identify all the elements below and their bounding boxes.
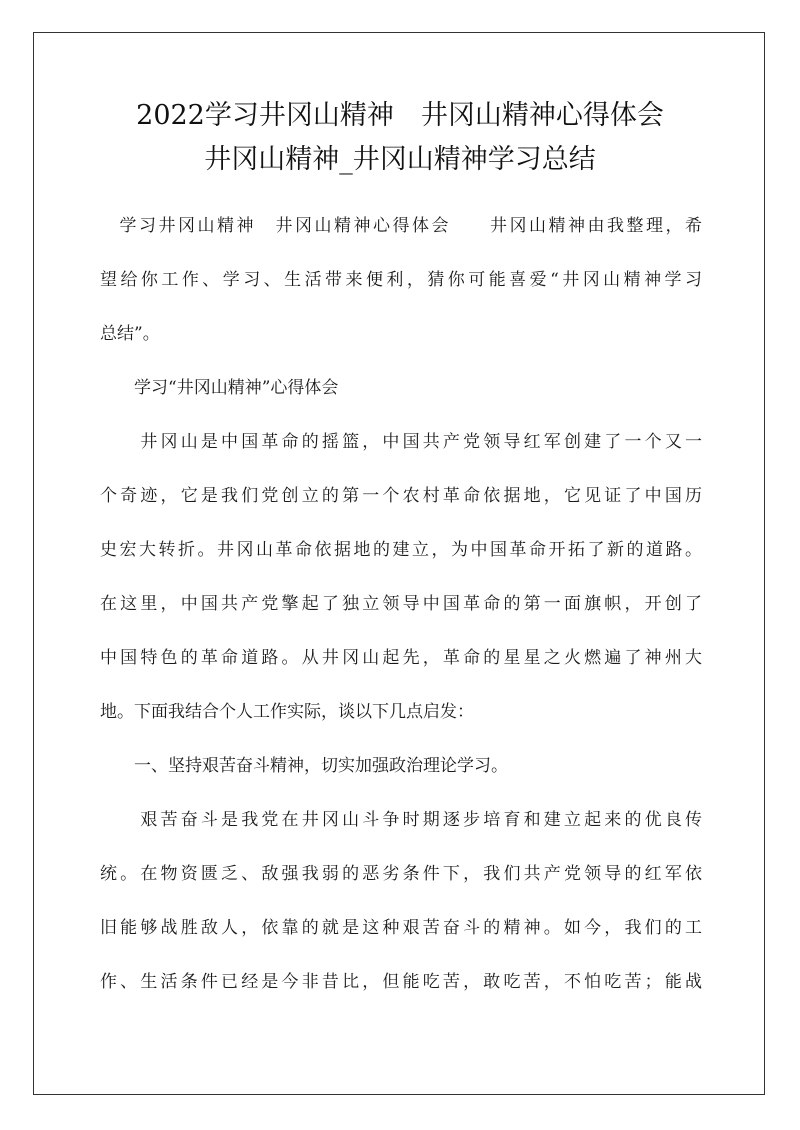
body-line-14: 旧能够战胜敌人，依靠的就是这种艰苦奋斗的精神。如今，我们的工 bbox=[100, 918, 702, 938]
document-title-line-2: 井冈山精神_井冈山精神学习总结 bbox=[204, 144, 596, 175]
body-line-9: 中国特色的革命道路。从井冈山起先，革命的星星之火燃遍了神州大 bbox=[100, 648, 702, 668]
body-line-15: 作、生活条件已经是今非昔比，但能吃苦，敢吃苦，不怕吃苦；能战 bbox=[100, 972, 702, 992]
body-line-13: 统。在物资匮乏、敌强我弱的恶劣条件下，我们共产党领导的红军依 bbox=[100, 864, 702, 884]
body-line-2: 望给你工作、学习、生活带来便利，猜你可能喜爱“井冈山精神学习 bbox=[100, 270, 702, 290]
body-line-6: 个奇迹，它是我们党创立的第一个农村革命依据地，它见证了中国历 bbox=[100, 486, 702, 506]
document-title-line-1: 2022学习井冈山精神 井冈山精神心得体会 bbox=[136, 100, 664, 131]
body-line-8: 在这里，中国共产党擎起了独立领导中国革命的第一面旗帜，开创了 bbox=[100, 594, 702, 614]
body-line-10: 地。下面我结合个人工作实际，谈以下几点启发： bbox=[100, 702, 474, 722]
section-heading-one: 一、坚持艰苦奋斗精神，切实加强政治理论学习。 bbox=[100, 756, 508, 776]
body-line-12: 艰苦奋斗是我党在井冈山斗争时期逐步培育和建立起来的优良传 bbox=[100, 810, 702, 830]
section-heading-xinde: 学习“井冈山精神”心得体会 bbox=[100, 378, 339, 398]
body-line-1: 学习井冈山精神 井冈山精神心得体会 井冈山精神由我整理，希 bbox=[100, 216, 702, 236]
body-line-7: 史宏大转折。井冈山革命依据地的建立，为中国革命开拓了新的道路。 bbox=[100, 540, 702, 560]
body-line-3: 总结”。 bbox=[100, 324, 160, 344]
body-line-5: 井冈山是中国革命的摇篮，中国共产党领导红军创建了一个又一 bbox=[100, 432, 702, 452]
